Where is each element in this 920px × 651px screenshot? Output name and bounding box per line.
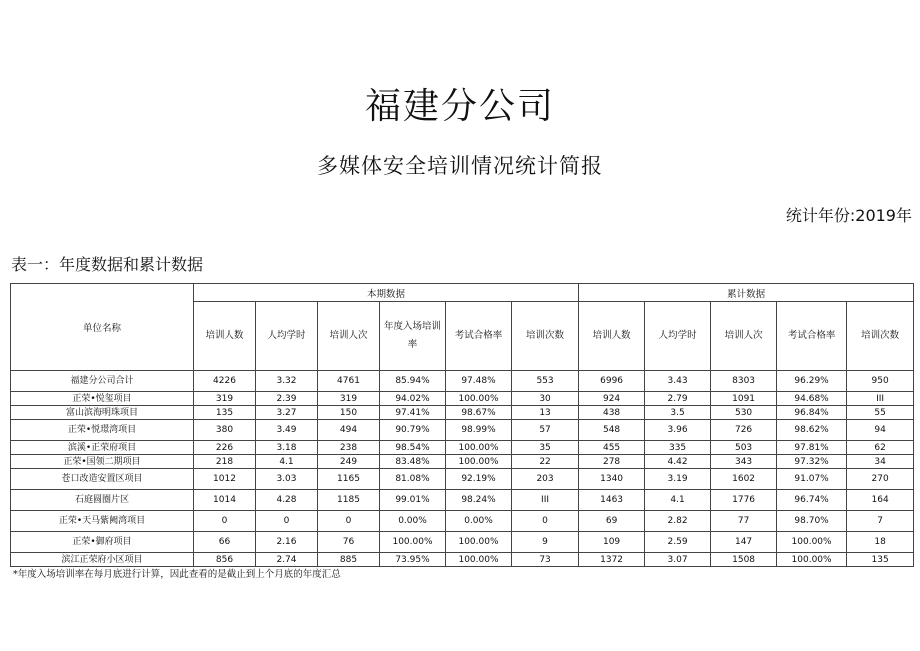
cumulative-value-cell: 1372 [579, 553, 645, 567]
cumulative-value-cell: 91.07% [777, 469, 847, 490]
cumulative-value-cell: 164 [847, 490, 914, 511]
unit-name-cell: 富山滨海明珠项目 [11, 406, 194, 420]
table-row [11, 511, 914, 532]
cumulative-value-cell: 135 [847, 553, 914, 567]
unit-name-cell: 正荣•悦璟湾项目 [11, 420, 194, 441]
report-title: 福建分公司 [364, 86, 555, 127]
current-value-cell: 4761 [318, 371, 380, 392]
current-value-cell: 100.00% [446, 441, 512, 455]
current-value-cell: 0 [318, 511, 380, 532]
current-value-cell: 73.95% [380, 553, 446, 567]
training-stats-table [10, 283, 914, 567]
cumulative-value-cell: 100.00% [777, 532, 847, 553]
col-header: 培训人数 [194, 302, 256, 371]
cumulative-value-cell: 94 [847, 420, 914, 441]
cumulative-value-cell: 6996 [579, 371, 645, 392]
cumulative-value-cell: 34 [847, 455, 914, 469]
cumulative-value-cell: 2.82 [645, 511, 711, 532]
cumulative-value-cell: 3.96 [645, 420, 711, 441]
table-row [11, 406, 914, 420]
current-value-cell: 1014 [194, 490, 256, 511]
cumulative-value-cell: 270 [847, 469, 914, 490]
current-value-cell: III [512, 490, 579, 511]
cumulative-value-cell: 94.68% [777, 392, 847, 406]
current-value-cell: 98.99% [446, 420, 512, 441]
cumulative-value-cell: 950 [847, 371, 914, 392]
cumulative-value-cell: 98.70% [777, 511, 847, 532]
col-header: 培训次数 [847, 302, 914, 371]
cumulative-value-cell: 1463 [579, 490, 645, 511]
current-value-cell: 3.27 [256, 406, 318, 420]
table-row [11, 392, 914, 406]
unit-name-cell: 正荣•国领二期项目 [11, 455, 194, 469]
unit-name-header: 单位名称 [11, 284, 194, 371]
current-value-cell: 226 [194, 441, 256, 455]
current-value-cell: 30 [512, 392, 579, 406]
col-header: 培训人次 [318, 302, 380, 371]
cumulative-value-cell: 924 [579, 392, 645, 406]
current-value-cell: 97.41% [380, 406, 446, 420]
current-value-cell: 3.49 [256, 420, 318, 441]
current-value-cell: 90.79% [380, 420, 446, 441]
table-row [11, 532, 914, 553]
cumulative-value-cell: 3.19 [645, 469, 711, 490]
unit-name-cell: 福建分公司合计 [11, 371, 194, 392]
cumulative-value-cell: 147 [711, 532, 777, 553]
current-value-cell: 150 [318, 406, 380, 420]
current-value-cell: 13 [512, 406, 579, 420]
cumulative-value-cell: 1602 [711, 469, 777, 490]
cumulative-value-cell: 69 [579, 511, 645, 532]
cumulative-value-cell: 530 [711, 406, 777, 420]
col-header: 考试合格率 [446, 302, 512, 371]
current-value-cell: 100.00% [446, 553, 512, 567]
current-value-cell: 100.00% [446, 392, 512, 406]
cumulative-value-cell: 62 [847, 441, 914, 455]
footnote: *年度入场培训率在每月底进行计算，因此查看的是截止到上个月底的年度汇总 [13, 569, 341, 580]
current-value-cell: 2.16 [256, 532, 318, 553]
cumulative-value-cell: 98.62% [777, 420, 847, 441]
current-value-cell: 4.1 [256, 455, 318, 469]
cumulative-value-cell: 438 [579, 406, 645, 420]
current-value-cell: 249 [318, 455, 380, 469]
current-value-cell: 4226 [194, 371, 256, 392]
table-row [11, 469, 914, 490]
table-body [11, 371, 914, 567]
current-value-cell: 0 [194, 511, 256, 532]
current-value-cell: 885 [318, 553, 380, 567]
cumulative-value-cell: 278 [579, 455, 645, 469]
cumulative-value-cell: 18 [847, 532, 914, 553]
current-value-cell: 92.19% [446, 469, 512, 490]
current-value-cell: 380 [194, 420, 256, 441]
cumulative-value-cell: 1340 [579, 469, 645, 490]
table-row [11, 420, 914, 441]
cumulative-value-cell: 2.79 [645, 392, 711, 406]
cumulative-value-cell: 96.74% [777, 490, 847, 511]
statistics-year: 统计年份:2019年 [785, 206, 912, 225]
cumulative-value-cell: 97.81% [777, 441, 847, 455]
current-value-cell: 99.01% [380, 490, 446, 511]
current-value-cell: 856 [194, 553, 256, 567]
cumulative-value-cell: 503 [711, 441, 777, 455]
unit-name-cell: 正荣•悦玺项目 [11, 392, 194, 406]
current-value-cell: 0.00% [380, 511, 446, 532]
cumulative-value-cell: 4.1 [645, 490, 711, 511]
current-value-cell: 553 [512, 371, 579, 392]
current-value-cell: 3.32 [256, 371, 318, 392]
cumulative-value-cell: 97.32% [777, 455, 847, 469]
current-value-cell: 35 [512, 441, 579, 455]
current-value-cell: 0.00% [446, 511, 512, 532]
cumulative-value-cell: 3.5 [645, 406, 711, 420]
col-header: 培训人数 [579, 302, 645, 371]
cumulative-value-cell: 548 [579, 420, 645, 441]
current-value-cell: 135 [194, 406, 256, 420]
cumulative-value-cell: 343 [711, 455, 777, 469]
current-value-cell: 100.00% [446, 455, 512, 469]
col-header: 人均学时 [256, 302, 318, 371]
section-title: 表一：年度数据和累计数据 [11, 255, 204, 274]
current-value-cell: 238 [318, 441, 380, 455]
current-value-cell: 203 [512, 469, 579, 490]
current-value-cell: 2.39 [256, 392, 318, 406]
cumulative-value-cell: 7 [847, 511, 914, 532]
current-value-cell: 319 [194, 392, 256, 406]
table-row [11, 490, 914, 511]
cumulative-value-cell: 726 [711, 420, 777, 441]
cumulative-value-cell: 335 [645, 441, 711, 455]
cumulative-header: 累计数据 [579, 284, 914, 302]
unit-name-cell: 正荣•天马紫阙湾项目 [11, 511, 194, 532]
unit-name-cell: 石庭圆圈片区 [11, 490, 194, 511]
current-value-cell: 85.94% [380, 371, 446, 392]
current-value-cell: 98.54% [380, 441, 446, 455]
cumulative-value-cell: 77 [711, 511, 777, 532]
table-row [11, 441, 914, 455]
current-value-cell: 3.03 [256, 469, 318, 490]
current-value-cell: 83.48% [380, 455, 446, 469]
current-value-cell: 76 [318, 532, 380, 553]
current-value-cell: 4.28 [256, 490, 318, 511]
table-row [11, 455, 914, 469]
current-value-cell: 319 [318, 392, 380, 406]
current-value-cell: 218 [194, 455, 256, 469]
cumulative-value-cell: 4.42 [645, 455, 711, 469]
current-value-cell: 22 [512, 455, 579, 469]
col-header: 人均学时 [645, 302, 711, 371]
cumulative-value-cell: 1091 [711, 392, 777, 406]
cumulative-value-cell: 8303 [711, 371, 777, 392]
cumulative-value-cell: 55 [847, 406, 914, 420]
cumulative-value-cell: 455 [579, 441, 645, 455]
current-period-header: 本期数据 [194, 284, 579, 302]
unit-name-cell: 滨江正荣府小区项目 [11, 553, 194, 567]
current-value-cell: 66 [194, 532, 256, 553]
col-header: 年度入场培训率 [380, 302, 446, 371]
current-value-cell: 1165 [318, 469, 380, 490]
cumulative-value-cell: 100.00% [777, 553, 847, 567]
table-row [11, 371, 914, 392]
col-header: 培训人次 [711, 302, 777, 371]
unit-name-cell: 正荣•御府项目 [11, 532, 194, 553]
col-header: 考试合格率 [777, 302, 847, 371]
cumulative-value-cell: 3.07 [645, 553, 711, 567]
col-header: 培训次数 [512, 302, 579, 371]
cumulative-value-cell: 2.59 [645, 532, 711, 553]
cumulative-value-cell: 1508 [711, 553, 777, 567]
current-value-cell: 81.08% [380, 469, 446, 490]
current-value-cell: 1012 [194, 469, 256, 490]
cumulative-value-cell: 109 [579, 532, 645, 553]
unit-name-cell: 苍口改造安置区项目 [11, 469, 194, 490]
current-value-cell: 0 [256, 511, 318, 532]
current-value-cell: 98.24% [446, 490, 512, 511]
current-value-cell: 100.00% [380, 532, 446, 553]
cumulative-value-cell: 3.43 [645, 371, 711, 392]
current-value-cell: 73 [512, 553, 579, 567]
current-value-cell: 494 [318, 420, 380, 441]
current-value-cell: 57 [512, 420, 579, 441]
current-value-cell: 2.74 [256, 553, 318, 567]
current-value-cell: 9 [512, 532, 579, 553]
current-value-cell: 100.00% [446, 532, 512, 553]
cumulative-value-cell: 96.29% [777, 371, 847, 392]
current-value-cell: 3.18 [256, 441, 318, 455]
table-row [11, 553, 914, 567]
current-value-cell: 98.67% [446, 406, 512, 420]
cumulative-value-cell: 1776 [711, 490, 777, 511]
cumulative-value-cell: III [847, 392, 914, 406]
report-subtitle: 多媒体安全培训情况统计简报 [317, 154, 603, 178]
unit-name-cell: 滨溪•正荣府项目 [11, 441, 194, 455]
current-value-cell: 1185 [318, 490, 380, 511]
current-value-cell: 0 [512, 511, 579, 532]
current-value-cell: 94.02% [380, 392, 446, 406]
cumulative-value-cell: 96.84% [777, 406, 847, 420]
current-value-cell: 97.48% [446, 371, 512, 392]
